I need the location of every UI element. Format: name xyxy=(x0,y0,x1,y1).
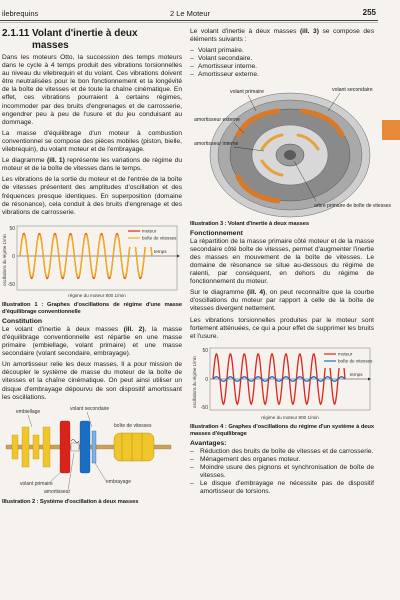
figure-ref: (ill. 2) xyxy=(123,325,145,333)
list-item: – Moindre usure des pignons et synchronisation de boîte de vitesses. xyxy=(190,464,374,480)
paragraph: Un amortisseur relie les deux masses. Il a pour mission de découpler le système de masse du moteur de la boîte de vitesses et la chaîne cinématique. On peut ainsi utiliser un disque d'embrayage dépourvu de son dispositif amortissant les oscillations. xyxy=(2,361,182,401)
chart1-xlabel: régime du moteur 800 1/min xyxy=(68,292,126,298)
figure-3-caption: Illustration 3 : Volant d'inertie à deux masses xyxy=(190,220,309,227)
chart4-legend-boite: boîte de vitesses xyxy=(338,358,373,364)
paragraph: Le volant d'inertie à deux masses (ill. 3) se compose des éléments suivants : xyxy=(190,28,374,44)
subheading-fonctionnement: Fonctionnement xyxy=(190,229,243,237)
chapter-tab xyxy=(382,120,400,140)
shaft-end xyxy=(284,150,296,160)
figure-ref: (ill. 1) xyxy=(47,157,65,165)
figure-ref: (ill. 3) xyxy=(299,28,319,35)
label-amortisseur-interne: amortisseur interne xyxy=(194,140,239,147)
figure-4 xyxy=(190,344,374,422)
list-item: – Amortisseur interne. xyxy=(190,63,374,71)
chart1-arrow xyxy=(177,254,180,257)
chart4-legend-moteur: moteur xyxy=(338,351,353,357)
label-volant-primaire: volant primaire xyxy=(20,480,53,487)
list-item: – Amortisseur externe. xyxy=(190,71,374,79)
primary-flywheel xyxy=(60,421,70,473)
clutch-disc xyxy=(92,431,96,463)
chart4-xlabel: régime du moteur 800 1/min xyxy=(261,414,319,420)
chart4-ylabel: oscillations du régime 1/min xyxy=(192,355,197,408)
label-embrayage: embrayage xyxy=(106,478,132,485)
figure-1 xyxy=(2,220,182,300)
gearbox xyxy=(114,433,154,461)
list-item: – Volant primaire. xyxy=(190,47,374,55)
secondary-flywheel xyxy=(80,421,90,473)
figure-2 xyxy=(2,405,182,497)
header-rule xyxy=(0,20,378,21)
crank-disc xyxy=(12,435,18,459)
section-title-line2: masses xyxy=(32,39,69,51)
chart1-ytick: -50 xyxy=(7,281,15,288)
label-volant-secondaire: volant secondaire xyxy=(332,86,373,93)
two-mass-diagram xyxy=(2,405,182,497)
section-number: 2.1.11 xyxy=(2,28,30,39)
chart1-time-label: temps xyxy=(154,248,167,254)
paragraph: Les vibrations de la sortie du moteur et de l'entrée de la boîte de vitesses présentent des amplitudes d'oscillation et des fréquences presque identiques. En superposition (domaine de résonance), cela conduit à des bruits d'engrenage et des vibrations de carrosserie. xyxy=(2,176,182,216)
figure-1-caption: Illustration 1 : Graphes d'oscillations de régime d'une masse d'équilibrage conventionnelle xyxy=(2,301,182,315)
chart1-ylabel: oscillations du régime 1/min xyxy=(2,233,7,286)
label-volant-secondaire: volant secondaire xyxy=(70,405,110,412)
figure-4-caption: Illustration 4 : Graphes d'oscillations du régime d'un système à deux masses d'équilibrage xyxy=(190,423,374,437)
chart1-ytick: 50 xyxy=(9,225,15,232)
section-title-line1: Volant d'inertie à deux xyxy=(32,28,138,39)
subheading-constitution: Constitution xyxy=(2,317,43,325)
chart4-arrow xyxy=(368,377,371,380)
figure-2-caption: Illustration 2 : Système d'oscillation à deux masses xyxy=(2,498,139,505)
chart4-ytick: 0 xyxy=(205,376,208,383)
chart4-time-label: temps xyxy=(350,371,363,377)
label-amortisseur-externe: amortisseur externe xyxy=(194,116,240,123)
section-title xyxy=(2,28,182,51)
paragraph: La répartition de la masse primaire côté moteur et de la masse secondaire côté boîte de vitesses, permet d'augmenter l'inertie des masses en mouvement de la boîte de vitesses. Le domaine de résonance se situe au-dessous du régime de ralenti, par conséquent, en dehors du régime de fonctionnement du moteur. xyxy=(190,237,374,286)
list-item: – Réduction des bruits de boîte de vitesses et de carrosserie. xyxy=(190,448,374,456)
chart1-ytick: 0 xyxy=(12,253,15,260)
label-amortisseur: amortisseur xyxy=(44,488,71,495)
header-rule-thin xyxy=(0,22,378,23)
paragraph: La masse d'équilibrage d'un moteur à combustion conventionnel se compose des pièces mobiles (piston, bielle, vilebrequin), du volant moteur et de l'embrayage. xyxy=(2,129,182,154)
page-header xyxy=(0,6,400,20)
figure-3 xyxy=(190,83,391,219)
label-boite: boîte de vitesses xyxy=(114,422,152,429)
oscillation-chart-4 xyxy=(190,344,374,422)
label-arbre: arbre primaire de boîte de vitesses xyxy=(314,202,391,209)
paragraph: Sur le diagramme (ill. 4), on peut reconnaître que la courbe d'oscillations du moteur par rapport à celle de la boîte de vitesses divergent nettement. xyxy=(190,289,374,313)
chart1-legend-boite: boîte de vitesses xyxy=(142,235,177,241)
list-item: – Volant secondaire. xyxy=(190,55,374,63)
paragraph: Le diagramme (ill. 1) représente les variations de régime du moteur et de la boîte de vitesses dans le temps. xyxy=(2,157,182,173)
crank-disc xyxy=(33,435,39,459)
left-column xyxy=(2,28,182,506)
dual-mass-flywheel-illustration xyxy=(190,83,391,219)
label-volant-primaire: volant primaire xyxy=(230,88,265,95)
advantages-list xyxy=(190,448,374,497)
components-list xyxy=(190,47,374,79)
crank-disc xyxy=(43,427,50,467)
page-number: 255 xyxy=(362,8,376,17)
chart4-ytick: -50 xyxy=(200,404,208,411)
header-chapter: 2 Le Moteur xyxy=(170,9,211,18)
paragraph: Les vibrations torsionnelles produites par le moteur sont fortement atténuées, ce qui a pour effet de supprimer les bruits et l'usure. xyxy=(190,316,374,340)
paragraph: Dans les moteurs Otto, la succession des temps moteurs dans le cycle à 4 temps produit des vibrations torsionnelles au niveau du vilebrequin et du volant. Ces vibrations doivent être neutralisées pour le bon fonctionnement et la longévité de la boîte de vitesses et de toute la chaîne cinématique. En effet, ces vibrations pourraient à certains régimes, incommoder par des bruits d'engrenages et de carrosserie, engendrer peu à peu de l'usure et du jeu conduisant au dommage. xyxy=(2,54,182,126)
subheading-avantages: Avantages: xyxy=(190,439,227,447)
chart1-legend-moteur: moteur xyxy=(142,228,157,234)
list-item: – Ménagement des organes moteur. xyxy=(190,456,374,464)
right-column xyxy=(190,28,391,499)
crank-disc xyxy=(22,427,29,467)
paragraph: Le volant d'inertie à deux masses (ill. 2), la masse d'équilibrage conventionnelle est répartie en une masse primaire (embiellage, volant primaire) et une masse secondaire (volant secondaire, embrayage). xyxy=(2,325,182,358)
figure-ref: (ill. 4) xyxy=(246,289,266,297)
oscillation-chart-1 xyxy=(2,220,182,300)
damper xyxy=(71,443,79,451)
chart4-ytick: 50 xyxy=(202,347,208,354)
list-item: – Le disque d'embrayage ne nécessite pas de dispositif amortisseur de torsions. xyxy=(190,480,374,496)
header-left: ilebrequins xyxy=(2,9,39,18)
label-embiellage: embiellage xyxy=(16,408,41,415)
